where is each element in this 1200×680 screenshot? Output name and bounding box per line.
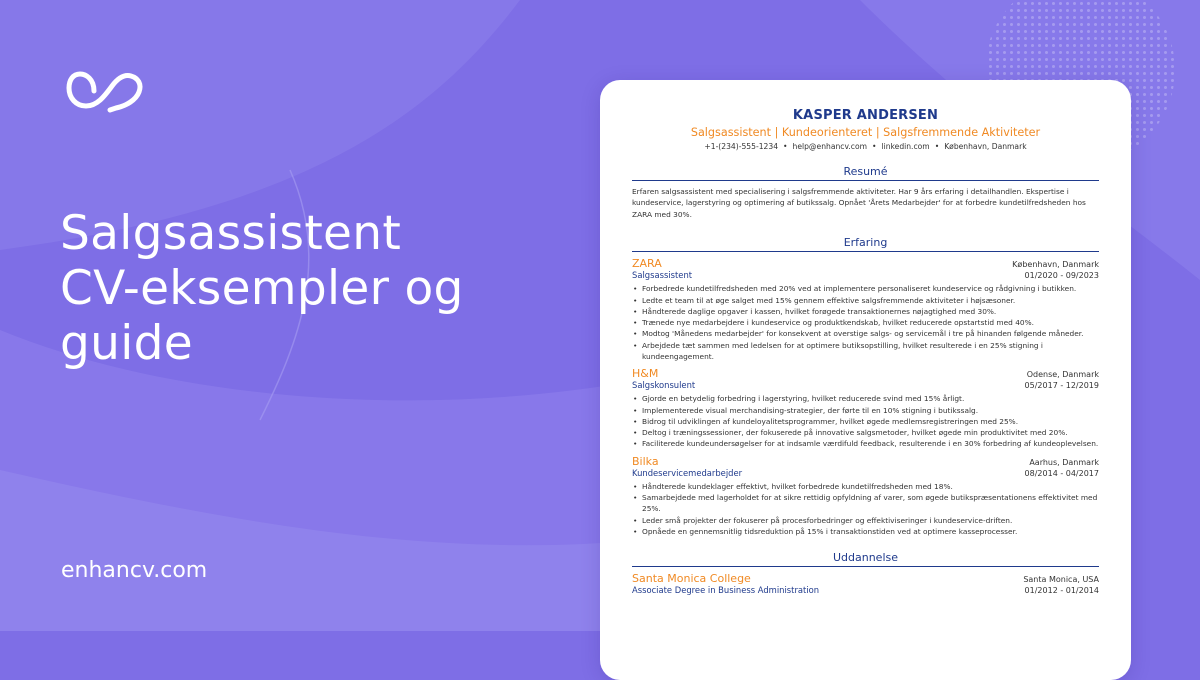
site-link[interactable]: enhancv.com bbox=[61, 558, 208, 583]
job-dates: 01/2020 - 09/2023 bbox=[1024, 271, 1099, 281]
job-entry bbox=[632, 257, 1099, 362]
job-header bbox=[632, 455, 1099, 468]
job-header bbox=[632, 257, 1099, 270]
job-entry bbox=[632, 367, 1099, 449]
headline-line-3: guide bbox=[60, 316, 193, 371]
bullet-item: • Bidrog til udviklingen af kundeloyalitetsprogrammer, hvilket øgede medlemsregistreringen med 25%. bbox=[632, 416, 1099, 427]
education-degree: Associate Degree in Business Administration bbox=[632, 585, 820, 596]
resume-title: Salgsassistent | Kundeorienteret | Salgsfremmende Aktiviteter bbox=[690, 126, 1041, 139]
education-heading: Uddannelse bbox=[632, 551, 1099, 567]
resume-name: KASPER ANDERSEN bbox=[792, 108, 939, 123]
job-company: ZARA bbox=[632, 257, 662, 271]
education-dates: 01/2012 - 01/2014 bbox=[1024, 586, 1099, 596]
experience-section bbox=[632, 236, 1099, 537]
education-section bbox=[632, 551, 1099, 595]
education-school: Santa Monica College bbox=[632, 572, 751, 586]
page-headline bbox=[60, 206, 540, 371]
experience-heading: Erfaring bbox=[632, 236, 1099, 252]
bullet-item: • Håndterede daglige opgaver i kassen, hvilket forøgede transaktionernes nøjagtighed med 30%. bbox=[632, 306, 1099, 317]
bullet-item: • Faciliterede kundeundersøgelser for at indsamle værdifuld feedback, resulterende i en 30% forbedring af kundeoplevelsen. bbox=[632, 438, 1099, 449]
bullet-item: • Deltog i træningssessioner, der fokuserede på innovative salgsmetoder, hvilket øgede min produktivitet med 20%. bbox=[632, 427, 1099, 438]
bullet-item: • Modtog 'Månedens medarbejder' for konsekvent at overstige salgs- og servicemål i tre på hinanden følgende måneder. bbox=[632, 328, 1099, 339]
job-subheader bbox=[632, 468, 1099, 478]
job-entry bbox=[632, 455, 1099, 537]
education-subheader bbox=[632, 585, 1099, 595]
job-subheader bbox=[632, 380, 1099, 390]
education-entry bbox=[632, 572, 1099, 595]
contact-phone: +1-(234)-555-1234 bbox=[704, 142, 779, 151]
bullet-item: • Forbedrede kundetilfredsheden med 20% ved at implementere personaliseret kundeservice og rådgivning i butikken. bbox=[632, 283, 1099, 294]
bullet-item: • Arbejdede tæt sammen med ledelsen for at optimere butiksopstilling, hvilket resulterede i en 25% stigning i kundeengagement. bbox=[632, 340, 1099, 363]
job-bullets bbox=[632, 393, 1099, 449]
job-role: Kundeservicemedarbejder bbox=[632, 467, 743, 478]
job-role: Salgsassistent bbox=[632, 270, 693, 281]
job-location: Aarhus, Danmark bbox=[1029, 457, 1099, 467]
resume-content bbox=[632, 108, 1099, 595]
job-bullets bbox=[632, 481, 1099, 537]
contact-linkedin[interactable]: linkedin.com bbox=[881, 142, 930, 151]
bullet-item: • Samarbejdede med lagerholdet for at sikre rettidig opfyldning af varer, som øgede butikspræsentationens effektivitet med 25%. bbox=[632, 492, 1099, 515]
summary-heading: Resumé bbox=[632, 165, 1099, 181]
separator-dot: • bbox=[934, 142, 940, 151]
job-company: H&M bbox=[632, 367, 659, 381]
separator-dot: • bbox=[872, 142, 877, 151]
bullet-item: • Implementerede visual merchandising-strategier, der førte til en 10% stigning i butikssalg. bbox=[632, 405, 1099, 416]
bullet-item: • Opnåede en gennemsnitlig tidsreduktion på 15% i transaktionstiden ved at optimere kasseprocesser. bbox=[632, 526, 1099, 537]
job-header bbox=[632, 367, 1099, 380]
job-bullets bbox=[632, 283, 1099, 362]
bullet-item: • Leder små projekter der fokuserer på procesforbedringer og effektiviseringer i kundeservice-driften. bbox=[632, 515, 1099, 526]
job-subheader bbox=[632, 270, 1099, 280]
separator-dot: • bbox=[783, 142, 788, 151]
headline-line-2: CV-eksempler og bbox=[60, 261, 464, 316]
job-company: Bilka bbox=[632, 454, 659, 468]
education-header bbox=[632, 572, 1099, 585]
bullet-item: • Trænede nye medarbejdere i kundeservice og produktkendskab, hvilket reducerede opstartstid med 40%. bbox=[632, 317, 1099, 328]
job-dates: 08/2014 - 04/2017 bbox=[1024, 468, 1099, 478]
bullet-item: • Gjorde en betydelig forbedring i lagerstyring, hvilket reducerede svind med 15% årligt. bbox=[632, 393, 1099, 404]
job-role: Salgskonsulent bbox=[632, 380, 696, 391]
education-location: Santa Monica, USA bbox=[1023, 575, 1099, 585]
summary-section bbox=[632, 165, 1099, 220]
bullet-item: • Ledte et team til at øge salget med 15% gennem effektive salgsfremmende aktiviteter i højsæsoner. bbox=[632, 295, 1099, 306]
job-location: København, Danmark bbox=[1012, 260, 1099, 270]
contact-location: København, Danmark bbox=[944, 142, 1027, 151]
enhancv-logo-icon[interactable] bbox=[66, 68, 148, 114]
job-dates: 05/2017 - 12/2019 bbox=[1024, 381, 1099, 391]
contact-email[interactable]: help@enhancv.com bbox=[792, 142, 867, 151]
job-location: Odense, Danmark bbox=[1026, 370, 1099, 380]
summary-text: Erfaren salgsassistent med specialisering i salgsfremmende aktiviteter. Har 9 års erfaring i detailhandlen. Ekspertise i kundeservice, lagerstyring og optimering af butikssalg. Opnået 'Årets Medarbejder' for at forbedre kundetilfredsheden hos ZARA med 30%. bbox=[632, 187, 1086, 219]
headline-line-1: Salgsassistent bbox=[60, 206, 402, 261]
bullet-item: • Håndterede kundeklager effektivt, hvilket forbedrede kundetilfredsheden med 18%. bbox=[632, 481, 1099, 492]
resume-contact bbox=[632, 142, 1099, 151]
